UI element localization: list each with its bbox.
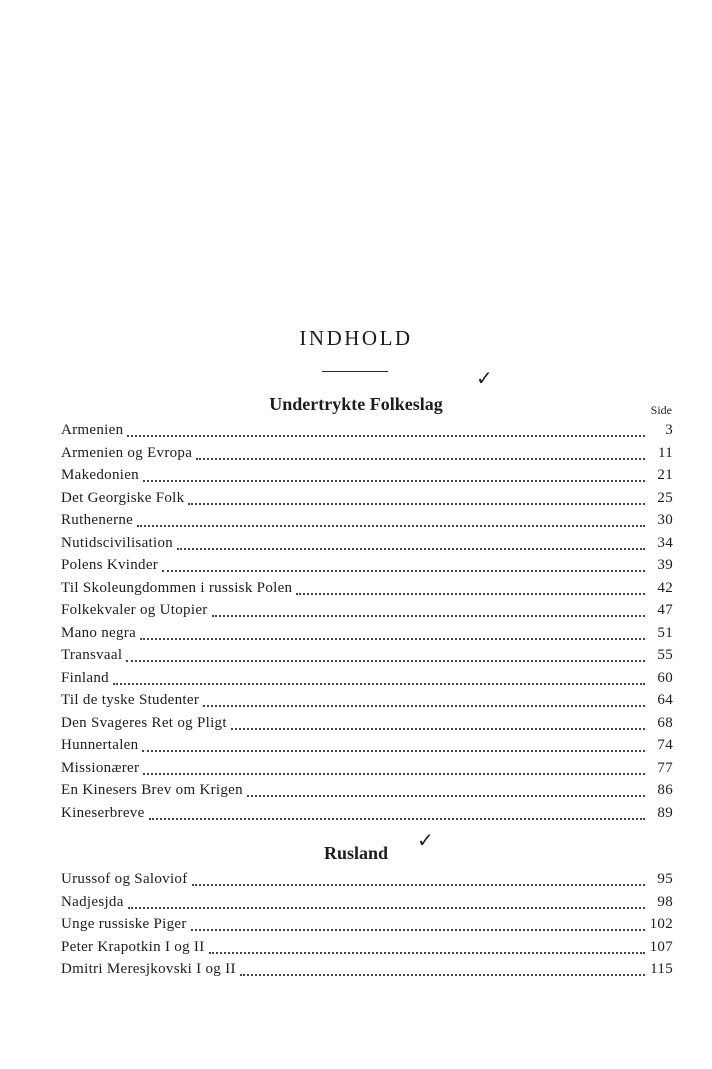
toc-entry-page-number: 95 (657, 871, 673, 887)
toc-entry-page-number: 115 (650, 961, 673, 977)
dot-leader (296, 593, 645, 595)
dot-leader (240, 974, 645, 976)
toc-entry (61, 692, 673, 715)
toc-entry-page-number: 42 (657, 579, 673, 596)
toc-entry (61, 512, 673, 535)
toc-entry-title: Dmitri Meresjkovski I og II (61, 961, 236, 977)
toc-entry (61, 871, 673, 894)
toc-entry (61, 894, 673, 917)
toc-entry-page-number: 3 (665, 422, 673, 438)
dot-leader (128, 907, 645, 909)
toc-entry-page-number: 39 (657, 557, 673, 573)
toc-entry (61, 916, 673, 939)
page-title: INDHOLD (299, 326, 413, 350)
toc-entry-page-number: 89 (657, 804, 673, 821)
toc-entry-page-number: 34 (657, 534, 673, 551)
toc-entry (61, 602, 673, 625)
dot-leader (113, 683, 645, 685)
toc-entry-title: Finland (61, 669, 109, 686)
toc-entry-page-number: 68 (657, 714, 673, 731)
toc-entry-title: Armenien (61, 422, 124, 438)
dot-leader (188, 503, 645, 505)
toc-entry (61, 490, 673, 513)
toc-entry-page-number: 98 (657, 893, 673, 910)
toc-entry-title: Urussof og Saloviof (61, 871, 188, 887)
toc-entry-page-number: 77 (657, 759, 673, 776)
toc-entry-title: En Kinesers Brev om Krigen (61, 782, 243, 798)
toc-entry (61, 670, 673, 693)
toc-entry (61, 647, 673, 670)
toc-entry (61, 715, 673, 738)
toc-entry-title: Transvaal (61, 647, 123, 663)
toc-entry (61, 961, 673, 984)
dot-leader (140, 638, 645, 640)
toc-entry-title: Armenien og Evropa (61, 444, 193, 461)
toc-entry-title: Makedonien (61, 467, 139, 483)
toc-list-1 (61, 422, 673, 827)
section-heading-2: Rusland (323, 843, 389, 863)
toc-entry (61, 939, 673, 962)
toc-entry (61, 805, 673, 828)
toc-list-2 (61, 871, 673, 984)
dot-leader (196, 458, 645, 460)
toc-entry-page-number: 30 (657, 512, 673, 528)
toc-entry-title: Den Svageres Ret og Pligt (61, 714, 227, 731)
toc-entry-title: Polens Kvinder (61, 557, 159, 573)
toc-entry-page-number: 86 (657, 782, 673, 798)
toc-entry-title: Det Georgiske Folk (61, 489, 185, 506)
toc-entry-page-number: 21 (657, 467, 673, 483)
toc-entry (61, 782, 673, 805)
dot-leader (137, 525, 645, 527)
dot-leader (212, 615, 645, 617)
toc-entry (61, 580, 673, 603)
toc-entry (61, 625, 673, 648)
dot-leader (149, 818, 645, 820)
toc-entry-page-number: 64 (657, 692, 673, 708)
toc-entry-page-number: 107 (649, 938, 673, 955)
toc-entry (61, 760, 673, 783)
toc-entry-page-number: 11 (657, 444, 673, 461)
dot-leader (127, 435, 645, 437)
toc-entry-title: Til de tyske Studenter (61, 692, 200, 708)
dot-leader (203, 705, 645, 707)
dot-leader (143, 480, 645, 482)
toc-entry-title: Peter Krapotkin I og II (61, 938, 205, 955)
dot-leader (231, 728, 645, 730)
toc-entry-title: Missionærer (61, 759, 140, 776)
toc-entry (61, 467, 673, 490)
dot-leader (177, 548, 645, 550)
title-divider (322, 371, 388, 372)
toc-entry-title: Til Skoleungdommen i russisk Polen (61, 579, 293, 596)
toc-entry (61, 445, 673, 468)
dot-leader (192, 884, 645, 886)
toc-entry (61, 535, 673, 558)
dot-leader (162, 570, 645, 572)
toc-entry-title: Nadjesjda (61, 893, 124, 910)
toc-entry-page-number: 25 (657, 489, 673, 506)
toc-entry-page-number: 51 (657, 624, 673, 641)
pencil-check-mark-icon: ✓ (476, 366, 493, 390)
dot-leader (209, 952, 645, 954)
toc-entry (61, 557, 673, 580)
pencil-check-mark-icon: ✓ (417, 828, 434, 852)
side-column-label: Side (650, 403, 672, 417)
dot-leader (142, 750, 645, 752)
toc-entry-title: Kineserbreve (61, 804, 145, 821)
toc-entry-page-number: 60 (657, 669, 673, 686)
toc-entry (61, 422, 673, 445)
dot-leader (247, 795, 645, 797)
toc-entry-title: Hunnertalen (61, 737, 139, 753)
toc-entry-page-number: 74 (657, 737, 673, 753)
toc-entry-title: Nutidscivilisation (61, 534, 174, 551)
dot-leader (191, 929, 645, 931)
toc-entry-page-number: 55 (657, 647, 673, 663)
dot-leader (126, 660, 645, 662)
toc-entry (61, 737, 673, 760)
dot-leader (143, 773, 645, 775)
toc-entry-page-number: 102 (649, 916, 673, 932)
toc-entry-page-number: 47 (657, 602, 673, 618)
toc-entry-title: Ruthenerne (61, 512, 134, 528)
toc-entry-title: Folkekvaler og Utopier (61, 602, 208, 618)
toc-entry-title: Unge russiske Piger (61, 916, 187, 932)
toc-entry-title: Mano negra (61, 624, 137, 641)
section-heading-1: Undertrykte Folkeslag (269, 394, 443, 414)
